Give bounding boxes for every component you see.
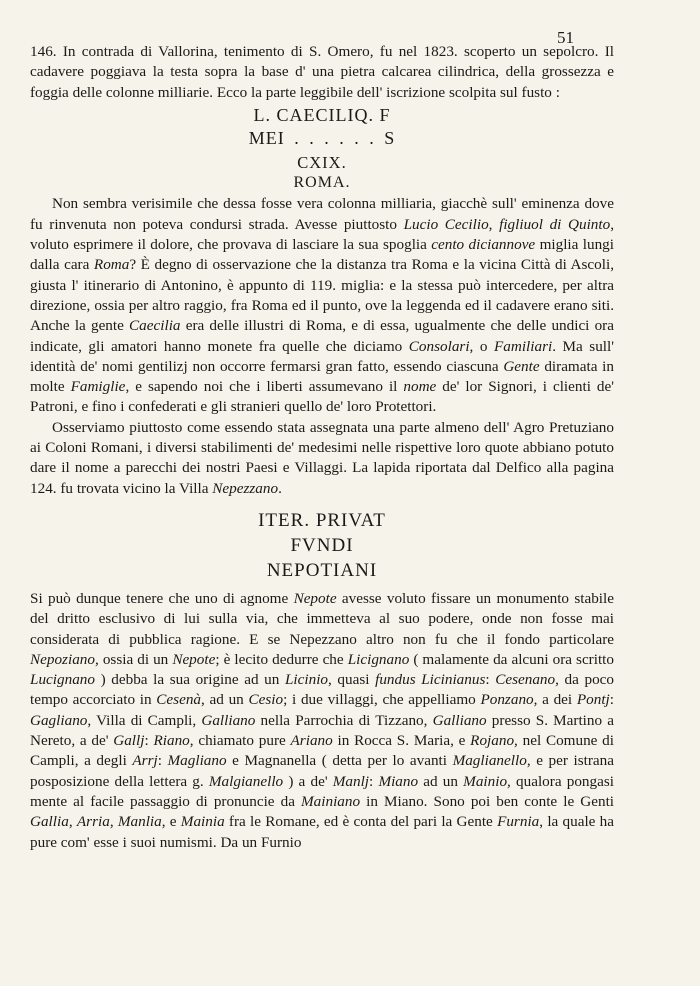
section-number: CXIX. <box>297 152 347 172</box>
paragraph-2: Osserviamo piuttosto come essendo stata assegnata una parte almeno dell' Agro Pretuziano ai Coloni Romani, i diversi stabilimenti de' medesimi nelle rispettive loro quote abbiano potuto dare il nome a parecchi dei nostri Paesi e Villaggi. La lapida riportata dal Delfico alla pagina 124. fu trovata vicino la Villa Nepezzano. <box>30 418 614 497</box>
inscription-nepotiani <box>30 508 614 583</box>
inscription2-line-2: FVNDI <box>290 534 354 556</box>
entry-146-paragraph: 146. In contrada di Vallorina, tenimento di S. Omero, fu nel 1823. scoperto un sepolcro. Il cadavere poggiava la testa sopra la base d' una pietra calcarea cilindrica, della grossezza e foggia delle colonne milliarie. Ecco la parte leggibile dell' iscrizione scolpita sul fusto : <box>30 43 614 101</box>
inscription-line-2: MEI . . . . . . S <box>248 127 396 148</box>
paragraph-3: Si può dunque tenere che uno di agnome Nepote avesse voluto fissare un monumento stabile del dritto esclusivo di lui sulla via, che immetteva al suo podere, onde non fosse mai considerata di pubblica ragione. E se Nepezzano altro non fu che il fondo particolare Nepoziano, ossia di un Nepote; è lecito dedurre che Licignano ( malamente da alcuni ora scritto Lucignano ) debba la sua origine ad un Licinio, quasi fundus Licinianus: Cesenano, da poco tempo accorciato in Cesenà, ad un Cesio; i due villaggi, che appelliamo Ponzano, a dei Pontj: Gagliano, Villa di Campli, Galliano nella Parrochia di Tizzano, Galliano presso S. Martino a Nereto, a de' Gallj: Riano, chiamato pure Ariano in Rocca S. Maria, e Rojano, nel Comune di Campli, a degli Arrj: Magliano e Magnanella ( detta per lo avanti Maglianello, e per istrana posposizione della lettera g. Malgianello ) a de' Manlj: Miano ad un Mainio, qualora pongasi mente al facile passaggio di pronuncie da Mainiano in Miano. Sono poi ben conte le Genti Gallia, Arria, Manlia, e Mainia fra le Romane, ed è conta del pari la Gente Furnia, la quale ha pure com' esse i suoi numismi. Da un Furnio <box>30 589 615 851</box>
paragraph-1: Non sembra verisimile che dessa fosse vera colonna milliaria, giacchè sull' eminenza dove fu rinvenuta non poteva condursi strada. Avesse piuttosto Lucio Cecilio, figliuol di Quinto, voluto esprimere il dolore, che provava di lasciare la sua spoglia cento diciannove miglia lungi dalla cara Roma? È degno di osservazione che la distanza tra Roma e la vicina Città di Ascoli, giusta l' itinerario di Antonino, è appunto di 119. miglia: e la stessa può intercedere, per altra direzione, ossia per altro raggio, fra Roma ed il punto, ove la leggenda ed il cadavere erano siti. Anche la gente Caecilia era delle illustri di Roma, e di essa, ugualmente che delle undici ora indicate, gli amatori hanno monete fra quelle che diciamo Consolari, o Familiari. Ma sull' identità de' nomi gentilizj non occorre fermarsi gran fatto, essendo ciascuna Gente diramata in molte Famiglie, e sapendo noi che i liberti assumevano il nome de' lor Signori, i clienti de' Patroni, e fino i confederati e gli stranieri quello de' loro Protettori. <box>30 195 614 416</box>
inscription2-line-3: NEPOTIANI <box>266 559 378 581</box>
page-number: 51 <box>557 28 574 47</box>
inscription-caecilia <box>30 104 614 150</box>
section-title: ROMA. <box>293 174 351 192</box>
inscription-line-1: L. CAECILIQ. F <box>253 104 391 125</box>
inscription2-line-1: ITER. PRIVAT <box>258 509 386 531</box>
page-body <box>30 42 614 853</box>
